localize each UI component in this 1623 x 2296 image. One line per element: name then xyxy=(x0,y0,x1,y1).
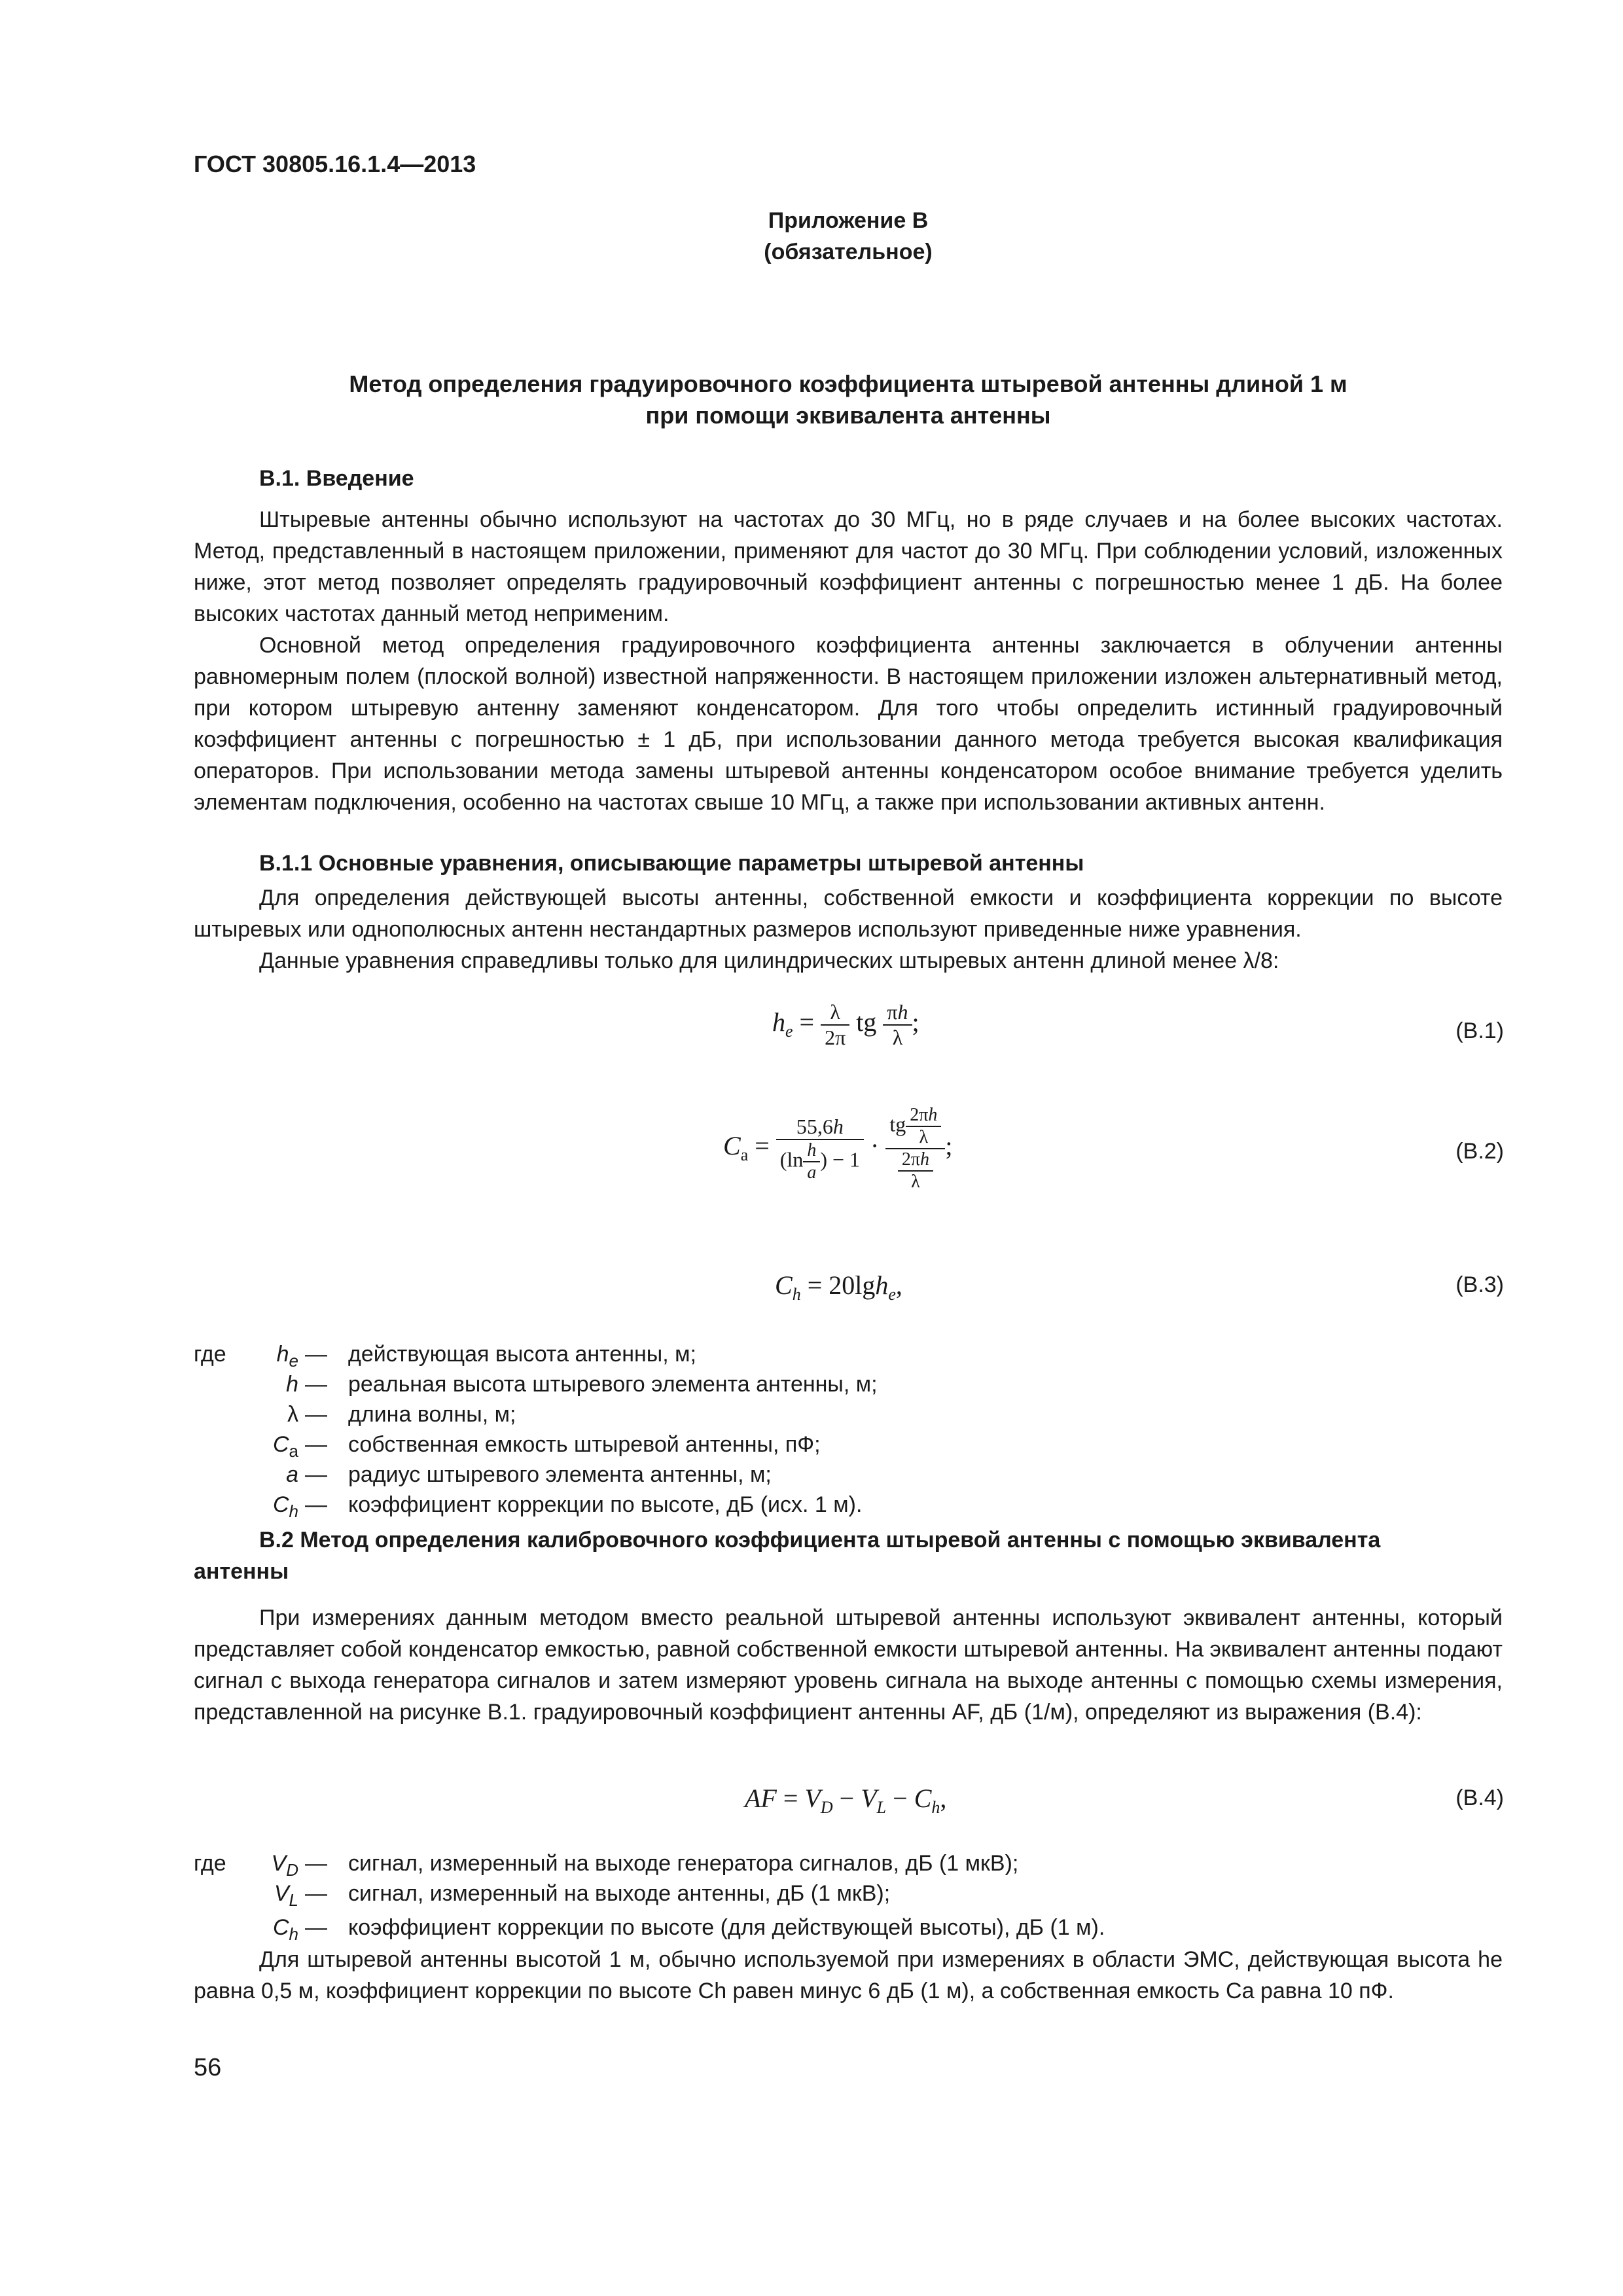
section-b1-paragraph-1: Штыревые антенны обычно используют на частотах до 30 МГц, но в ряде случаев и на более высоких частотах. Метод, представленный в настоящем приложении, применяют для частот до 30 МГц. При соблюдении условий, изложенных ниже, этот метод позволяет определять градуировочный коэффициент антенны с погрешностью менее 1 дБ. На более высоких частотах данный метод неприменим. xyxy=(194,507,1503,626)
section-b2-heading-line2: антенны xyxy=(194,1559,289,1584)
equation-b1: $h_e$ = $\frac{\lambda}{2\pi}$ tg $\frac{\pi h}{\lambda}$ ; xyxy=(772,1000,919,1049)
section-b1-paragraph-2: Основной метод определения градуировочного коэффициента антенны заключается в облучении антенны равномерным полем (плоской волной) известной напряженности. В настоящем приложении изложен альтернативный метод, при котором штыревую антенну заменяют конденсатором. Для того чтобы определить истинный градуировочный коэффициент антенны с погрешностью ± 1 дБ, при использовании данного метода требуется высокая квалификация операторов. При использовании метода замены штыревой антенны конденсатором особое внимание требуется уделить элементам подключения, особенно на частотах свыше 10 МГц, а также при использовании активных антенн. xyxy=(194,633,1503,815)
equation-b4: AF = $V_D - V_L - C_h$, xyxy=(745,1784,947,1817)
legend-desc: сигнал, измеренный на выходе антенны, дБ (1 мкВ); xyxy=(348,1881,891,1906)
legend-desc: действующая высота антенны, м; xyxy=(348,1342,696,1367)
document-title-line1: Метод определения градуировочного коэффициента штыревой антенны длиной 1 м xyxy=(349,370,1347,397)
legend-desc: коэффициент коррекции по высоте (для действующей высоты), дБ (1 м). xyxy=(348,1915,1105,1940)
equation-number-b2: (В.2) xyxy=(1455,1139,1504,1164)
final-paragraph: Для штыревой антенны высотой 1 м, обычно используемой при измерениях в области ЭМС, действующая высота he равна 0,5 м, коэффициент коррекции по высоте Ch равен минус 6 дБ (1 м), а собственная емкость Ca равна 10 пФ. xyxy=(194,1947,1503,2003)
legend-desc: коэффициент коррекции по высоте, дБ (исх. 1 м). xyxy=(348,1492,863,1517)
section-b11-paragraph-2: Данные уравнения справедливы только для цилиндрических штыревых антенн длиной менее λ/8: xyxy=(259,948,1279,973)
standard-header: ГОСТ 30805.16.1.4—2013 xyxy=(194,151,476,177)
equation-number-b1: (В.1) xyxy=(1455,1018,1504,1043)
document-page: ГОСТ 30805.16.1.4—2013 Приложение В (обязательное) Метод определения градуировочного коэффициента штыревой антенны длиной 1 м при помощи эквивалента антенны В.1. Введение Штыревые антенны обычно используют на частотах до 30 МГц, но в ряде случаев и на более высоких частотах. Метод, представленный в настоящем приложении, применяют для частот до 30 МГц. При соблюдении условий, изложенных ниже, этот метод позволяет определять градуировочный коэффициент антенны с погрешностью менее 1 дБ. На более высоких частотах данный метод неприменим. Основной метод определения градуировочного коэффициента антенны заключается в облучении антенны равномерным полем (плоской волной) известной напряженности. В настоящем приложении изложен альтернативный метод, при котором штыревую антенну заменяют конденсатором. Для того чтобы определить истинный градуировочный коэффициент антенны с погрешностью ± 1 дБ, при использовании данного метода требуется высокая квалификация операторов. При использовании метода замены штыревой антенны конденсатором особое внимание требуется уделить элементам подключения, особенно на частотах свыше 10 МГц, а также при использовании активных антенн. В.1.1 Основные уравнения, описывающие параметры штыревой антенны Для определения действующей высоты антенны, собственной емкости и коэффициента коррекции по высоте штыревых или однополюсных антенн нестандартных размеров используют приведенные ниже уравнения. Данные уравнения справедливы только для цилиндрических штыревых антенн длиной менее λ/8: $h_e$ = $\frac{\lambda}{2\pi}$ tg $\frac{\pi h}{\lambda}$ ; (В.1) $C_a$ = 55,6h (ln $\frac{h}{a}$ ) − 1 · tg $\frac{2\pi h}{\lambda}$ $\frac{2\pi h}{\lambda}$ ; (В.2) $C_h = 20\lg h_e$, (В.3) где $h_e$ — действующая высота антенны, м; h — реальная высота штыревого элемента антенны, м; λ — длина волны, м; $C_a$ — собственная емкость штыревой антенны, пФ; a — радиус штыревого элемента антенны, м; $C_h$ — коэффициент коррекции по высоте, дБ (исх. 1 м). В.2 Метод определения калибровочного коэффициента штыревой антенны с помощью эквивалента антенны При измерениях данным методом вместо реальной штыревой антенны используют эквивалент антенны, который представляет собой конденсатор емкостью, равной собственной емкости штыревой антенны. На эквивалент антенны подают сигнал с выхода генератора сигналов и затем измеряют уровень сигнала на выходе антенны с помощью схемы измерения, представленной на рисунке В.1. градуировочный коэффициент антенны AF, дБ (1/м), определяют из выражения (В.4): AF = $V_D - V_L - C_h$, (В.4) где $V_D$ — сигнал, измеренный на выходе генератора сигналов, дБ (1 мкВ); $V_L$ — сигнал, измеренный на выходе антенны, дБ (1 мкВ); $C_h$ — коэффициент коррекции по высоте (для действующей высоты), дБ (1 м). Для штыревой антенны высотой 1 м, обычно используемой при измерениях в области ЭМС, действующая высота he равна 0,5 м, коэффициент коррекции по высоте Ch равен минус 6 дБ (1 м), а собственная емкость Ca равна 10 пФ. 56 xyxy=(194,151,1504,2081)
legend-desc: собственная емкость штыревой антенны, пФ; xyxy=(348,1432,821,1457)
section-b1-heading: В.1. Введение xyxy=(259,466,414,491)
page-number: 56 xyxy=(194,2054,222,2081)
legend-desc: радиус штыревого элемента антенны, м; xyxy=(348,1462,772,1487)
legend-desc: длина волны, м; xyxy=(348,1402,516,1427)
equation-number-b4: (В.4) xyxy=(1455,1785,1504,1810)
document-title-line2: при помощи эквивалента антенны xyxy=(645,402,1051,429)
equation-number-b3: (В.3) xyxy=(1455,1272,1504,1297)
section-b11-heading: В.1.1 Основные уравнения, описывающие параметры штыревой антенны xyxy=(259,851,1084,876)
appendix-status: (обязательное) xyxy=(764,240,933,264)
legend-prefix: где xyxy=(194,1851,226,1876)
appendix-title: Приложение В xyxy=(768,208,929,233)
section-b11-paragraph-1: Для определения действующей высоты антенны, собственной емкости и коэффициента коррекции по высоте штыревых или однополюсных антенн нестандартных размеров используют приведенные ниже уравнения. xyxy=(194,886,1503,942)
legend-desc: реальная высота штыревого элемента антенны, м; xyxy=(348,1372,878,1397)
section-b2-heading-line1: В.2 Метод определения калибровочного коэффициента штыревой антенны с помощью эквивалента xyxy=(259,1528,1381,1552)
legend-prefix: где xyxy=(194,1342,226,1367)
section-b2-paragraph-1: При измерениях данным методом вместо реальной штыревой антенны используют эквивалент антенны, который представляет собой конденсатор емкостью, равной собственной емкости штыревой антенны. На эквивалент антенны подают сигнал с выхода генератора сигналов и затем измеряют уровень сигнала на выходе антенны с помощью схемы измерения, представленной на рисунке В.1. градуировочный коэффициент антенны AF, дБ (1/м), определяют из выражения (В.4): xyxy=(194,1605,1503,1725)
equation-b3: $C_h = 20\lg h_e$, xyxy=(775,1270,902,1304)
legend-desc: сигнал, измеренный на выходе генератора сигналов, дБ (1 мкВ); xyxy=(348,1851,1019,1876)
equation-b2: $C_a$ = 55,6h (ln $\frac{h}{a}$ ) − 1 · tg $\frac{2\pi h}{\lambda}$ $\frac{2\pi h}{\lambda}$ ; xyxy=(723,1105,953,1192)
